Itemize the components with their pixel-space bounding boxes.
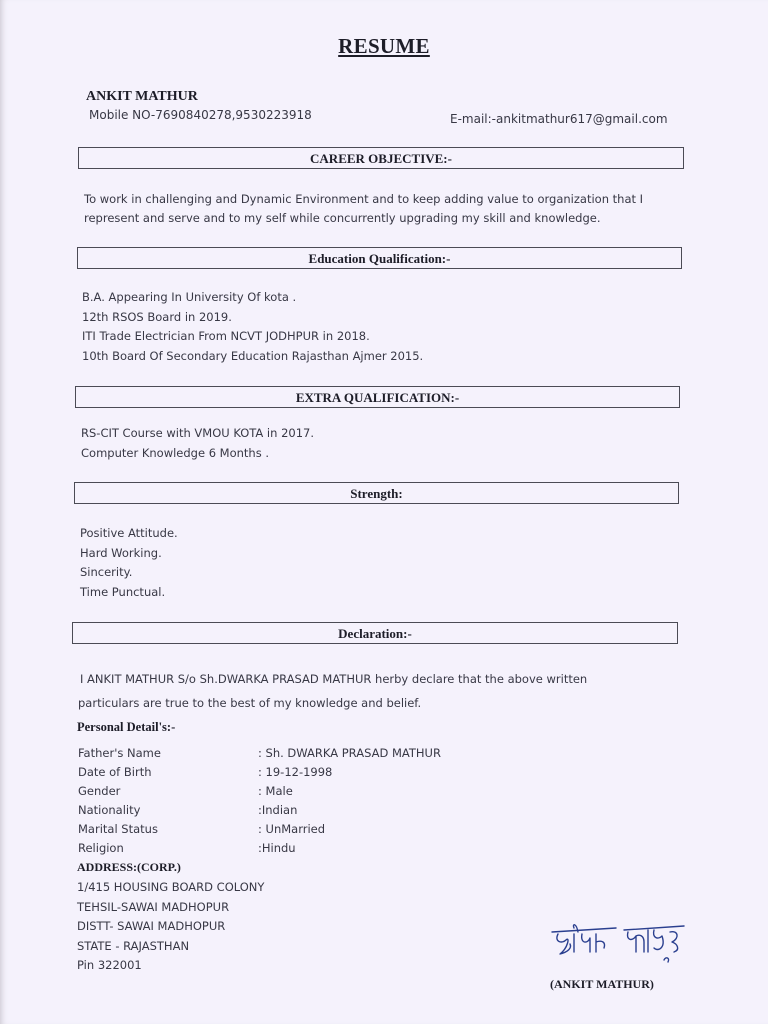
- email-address: E-mail:-ankitmathur617@gmail.com: [450, 112, 668, 126]
- strength-item: Time Punctual.: [80, 584, 166, 599]
- page-title: RESUME: [338, 34, 430, 58]
- detail-label: Father's Name: [78, 746, 161, 760]
- strength-item: Hard Working.: [80, 545, 162, 560]
- mobile-number: Mobile NO-7690840278,9530223918: [89, 108, 312, 122]
- strength-header: [74, 482, 679, 504]
- detail-value: : Male: [258, 784, 293, 798]
- detail-label: Marital Status: [78, 822, 158, 836]
- extra-qualification-heading: EXTRA QUALIFICATION:-: [295, 390, 460, 405]
- extra-qualification-header: [75, 386, 680, 408]
- detail-value: : 19-12-1998: [258, 765, 333, 779]
- detail-value: :Hindu: [258, 841, 296, 855]
- address-heading: ADDRESS:(CORP.): [77, 860, 181, 874]
- career-objective-heading: CAREER OBJECTIVE:-: [310, 151, 452, 166]
- education-item: 10th Board Of Secondary Education Rajasthan Ajmer 2015.: [82, 348, 424, 363]
- education-list: [82, 288, 423, 366]
- declaration-heading: Declaration:-: [338, 626, 412, 641]
- detail-label: Gender: [78, 784, 121, 798]
- extra-qualification-list: [81, 424, 314, 463]
- strength-item: Sincerity.: [80, 565, 133, 579]
- strength-list: [80, 524, 178, 602]
- strength-heading: Strength:: [350, 486, 403, 501]
- signature-name: (ANKIT MATHUR): [550, 977, 654, 991]
- detail-value: :Indian: [258, 803, 298, 817]
- career-objective-text: To work in challenging and Dynamic Environment and to keep adding value to organization that I represent and serve and to my self while concurrently upgrading my skill and knowledge.: [84, 192, 644, 225]
- address-line: STATE - RAJASTHAN: [77, 938, 190, 953]
- education-item: ITI Trade Electrician From NCVT JODHPUR in 2018.: [82, 329, 370, 343]
- education-heading: Education Qualification:-: [308, 251, 451, 266]
- strength-item: Positive Attitude.: [80, 526, 178, 540]
- candidate-name: ANKIT MATHUR: [86, 89, 198, 104]
- detail-value: : Sh. DWARKA PRASAD MATHUR: [258, 746, 441, 760]
- education-item: 12th RSOS Board in 2019.: [82, 309, 232, 324]
- personal-details-heading: Personal Detail's:-: [77, 720, 176, 734]
- address-line: Pin 322001: [77, 958, 142, 972]
- detail-label: Nationality: [78, 803, 141, 817]
- address-line: 1/415 HOUSING BOARD COLONY: [77, 880, 265, 894]
- handwritten-signature: [548, 918, 688, 966]
- career-objective-header: [78, 147, 684, 169]
- detail-value: : UnMarried: [258, 822, 326, 836]
- declaration-line-1: I ANKIT MATHUR S/o Sh.DWARKA PRASAD MATHUR herby declare that the above written: [80, 672, 588, 686]
- address-block: [77, 878, 264, 976]
- detail-label: Religion: [78, 841, 124, 855]
- address-line: TEHSIL-SAWAI MADHOPUR: [77, 899, 230, 914]
- declaration-header: [72, 622, 678, 644]
- education-header: [77, 247, 682, 269]
- declaration-line-2: particulars are true to the best of my knowledge and belief.: [78, 696, 422, 710]
- address-line: DISTT- SAWAI MADHOPUR: [77, 919, 226, 933]
- extra-qualification-item: Computer Knowledge 6 Months .: [81, 445, 270, 460]
- detail-label: Date of Birth: [78, 765, 152, 779]
- extra-qualification-item: RS-CIT Course with VMOU KOTA in 2017.: [81, 426, 314, 440]
- education-item: B.A. Appearing In University Of kota .: [82, 290, 297, 304]
